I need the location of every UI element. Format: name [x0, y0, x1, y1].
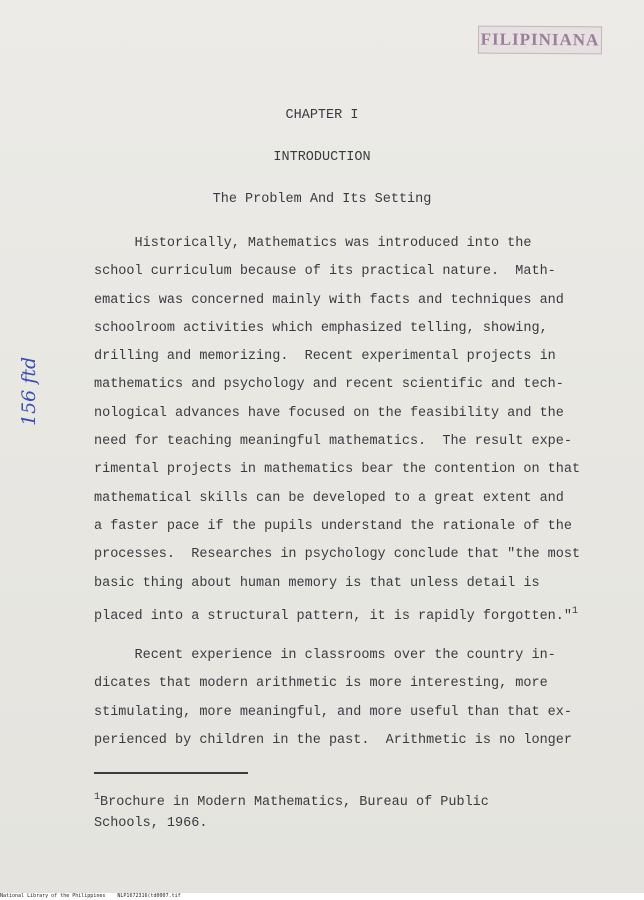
footnote-line-2: Schools, 1966. — [94, 816, 208, 831]
chapter-number: CHAPTER I — [285, 108, 359, 123]
paragraph-line: basic thing about human memory is that unless detail is — [94, 575, 540, 591]
paragraph-line: a faster pace if the pupils understand the rationale of the — [94, 518, 572, 534]
paragraph-line: rimental projects in mathematics bear the contention on that — [94, 462, 581, 478]
paragraph-line: Historically, Mathematics was introduced into the — [94, 236, 532, 251]
paragraph-line: schoolroom activities which emphasized telling, showing, — [94, 320, 548, 336]
paragraph-line: processes. Researches in psychology conclude that "the most — [94, 547, 581, 563]
paragraph-line: nological advances have focused on the feasibility and the — [94, 405, 564, 421]
paragraph-line: dicates that modern arithmetic is more interesting, more — [94, 676, 548, 692]
section-title: The Problem And Its Setting — [212, 192, 432, 207]
paragraph-line: Recent experience in classrooms over the country in- — [94, 648, 556, 663]
paragraph-line: ematics was concerned mainly with facts and techniques and — [94, 292, 564, 308]
footnote — [94, 787, 489, 834]
chapter-title: INTRODUCTION — [273, 150, 371, 165]
paragraph-line: mathematics and psychology and recent scientific and tech- — [94, 377, 564, 393]
paragraph-line: drilling and memorizing. Recent experimental projects in — [94, 349, 556, 365]
paragraph-line: perienced by children in the past. Arithmetic is no longer — [94, 732, 572, 748]
filipiniana-stamp: FILIPINIANA — [478, 26, 602, 55]
paragraph-line-last — [94, 598, 604, 626]
paragraph-line: mathematical skills can be developed to a great extent and — [94, 490, 564, 506]
scan-info-bar: National Library of the Philippines NLP1672316(td0007.tif — [0, 893, 644, 900]
paragraph-line: school curriculum because of its practical nature. Math- — [94, 264, 556, 280]
paragraph-1 — [94, 230, 604, 626]
paragraph-line: need for teaching meaningful mathematics. The result expe- — [94, 434, 572, 450]
paragraph-line: stimulating, more meaningful, and more useful than that ex- — [94, 704, 572, 720]
handwritten-margin-note: 156 ftd — [18, 356, 40, 426]
footnote-divider — [94, 772, 248, 774]
footnote-marker: 1 — [94, 792, 101, 803]
footnote-line-1: Brochure in Modern Mathematics, Bureau of Public — [100, 795, 489, 810]
footnote-reference: 1 — [571, 605, 578, 617]
paragraph-line-text: placed into a structural pattern, it is rapidly forgotten." — [94, 608, 572, 624]
paragraph-2 — [94, 642, 604, 755]
